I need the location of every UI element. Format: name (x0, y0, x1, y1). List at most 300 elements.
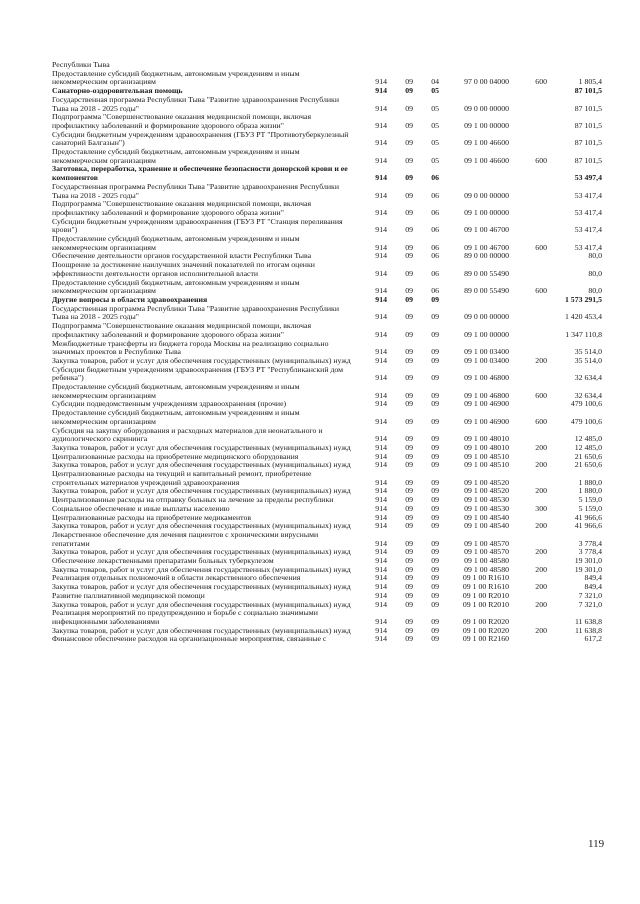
row-rz-code: 09 (405, 173, 413, 183)
row-name: Субсидии подведомственным учреждениям здравоохранения (прочие) (52, 399, 287, 409)
row-sum: 87 101,5 (574, 138, 602, 148)
table-row (52, 340, 602, 357)
row-name: Реализация мероприятий по предупреждению и борьбе с социально значимыми инфекционными заболеваниями (52, 608, 318, 626)
row-sum: 41 966,6 (574, 521, 602, 531)
row-gr-code: 914 (375, 599, 387, 609)
row-pr-code: 09 (431, 582, 439, 592)
row-gr-code: 914 (375, 486, 387, 496)
row-rz-code: 09 (405, 582, 413, 592)
row-csr-code: 09 1 00 48540 (464, 512, 509, 522)
row-gr-code: 914 (375, 120, 387, 130)
row-csr-code: 09 1 00 48530 (464, 503, 509, 513)
table-row (52, 279, 602, 296)
row-name: Подпрограмма "Совершенствование оказания медицинской помощи, включая профилактику заболеваний и формирование здорового образа жизни" (52, 321, 312, 339)
row-sum: 32 634,4 (574, 373, 602, 383)
row-sum: 849,4 (584, 573, 602, 583)
row-sum: 1 880,0 (578, 477, 602, 487)
row-csr-code: 09 1 00 48580 (464, 564, 509, 574)
row-sum: 80,0 (588, 251, 602, 261)
row-csr-code: 09 1 00 46900 (464, 416, 509, 426)
row-gr-code: 914 (375, 617, 387, 626)
row-pr-code: 04 (431, 77, 439, 87)
row-gr-code: 914 (375, 503, 387, 513)
row-sum: 35 514,0 (574, 355, 602, 365)
row-gr-code: 914 (375, 556, 387, 566)
row-gr-code: 914 (375, 460, 387, 470)
row-pr-code: 05 (431, 103, 439, 113)
table-row (52, 235, 602, 252)
table-row (52, 470, 602, 487)
row-sum: 3 778,4 (578, 547, 602, 557)
row-rz-code: 09 (405, 355, 413, 365)
row-pr-code: 06 (431, 286, 439, 296)
row-pr-code: 09 (431, 495, 439, 505)
table-row (52, 113, 602, 130)
row-vr-code: 200 (535, 460, 547, 470)
row-csr-code: 09 1 00 R2020 (462, 625, 509, 635)
row-name: Развитие паллиативной медицинской помощи (52, 590, 205, 600)
row-rz-code: 09 (405, 625, 413, 635)
row-pr-code: 09 (431, 416, 439, 426)
row-pr-code: 05 (431, 86, 439, 96)
row-rz-code: 09 (405, 538, 413, 548)
row-gr-code: 914 (375, 399, 387, 409)
row-rz-code: 09 (405, 242, 413, 252)
row-name: Реализация отдельных полномочий в области лекарственного обеспечения (52, 573, 301, 583)
row-csr-code: 09 1 00 R2010 (462, 590, 509, 600)
row-vr-code: 200 (535, 582, 547, 592)
row-rz-code: 09 (405, 512, 413, 522)
row-name: Закупка товаров, работ и услуг для обеспечения государственных (муниципальных) нужд (52, 521, 351, 531)
row-csr-code: 09 1 00 R2020 (462, 617, 509, 626)
row-gr-code: 914 (375, 573, 387, 583)
row-sum: 5 159,0 (578, 503, 602, 513)
row-gr-code: 914 (375, 477, 387, 487)
row-csr-code: 09 1 00 48540 (464, 521, 509, 531)
row-rz-code: 09 (405, 286, 413, 296)
table-row (52, 427, 602, 444)
row-pr-code: 09 (431, 573, 439, 583)
row-pr-code: 09 (431, 329, 439, 339)
row-name: Предоставление субсидий бюджетным, автономным учреждениям и иным некоммерческим организациям (52, 147, 300, 165)
row-sum: 12 485,0 (574, 442, 602, 452)
row-sum: 849,4 (584, 582, 602, 592)
row-csr-code: 09 1 00 48530 (464, 495, 509, 505)
row-rz-code: 09 (405, 347, 413, 357)
row-vr-code: 300 (535, 503, 547, 513)
row-rz-code: 09 (405, 399, 413, 409)
table-row (52, 366, 602, 383)
row-sum: 53 417,4 (574, 207, 602, 217)
row-name: Предоставление субсидий бюджетным, автономным учреждениям и иным некоммерческим организациям (52, 277, 300, 296)
row-gr-code: 914 (375, 538, 387, 548)
row-csr-code: 09 1 00 48010 (464, 434, 509, 444)
table-row (52, 131, 602, 148)
row-sum: 11 638,8 (575, 617, 602, 626)
row-rz-code: 09 (405, 590, 413, 600)
row-vr-code: 200 (535, 521, 547, 531)
row-sum: 479 100,6 (570, 416, 602, 426)
row-rz-code: 09 (405, 329, 413, 339)
row-rz-code: 09 (405, 225, 413, 235)
row-csr-code: 09 1 00 03400 (464, 347, 509, 357)
row-rz-code: 09 (405, 416, 413, 426)
row-sum: 87 101,5 (574, 86, 602, 96)
row-rz-code: 09 (405, 77, 413, 87)
row-name: Другие вопросы в области здравоохранения (52, 294, 208, 304)
row-sum: 53 417,4 (574, 225, 602, 235)
row-sum: 87 101,5 (574, 103, 602, 113)
table-row (52, 383, 602, 400)
row-gr-code: 914 (375, 390, 387, 400)
row-name: Обеспечение деятельности органов государственной власти Республики Тыва (52, 251, 312, 261)
row-csr-code: 09 1 00 46900 (464, 399, 509, 409)
row-sum: 1 347 110,8 (565, 329, 602, 339)
row-name: Заготовка, переработка, хранение и обеспечение безопасности донорской крови и ее компонентов (52, 164, 348, 183)
row-gr-code: 914 (375, 347, 387, 357)
row-csr-code: 89 0 00 55490 (464, 286, 509, 296)
row-rz-code: 09 (405, 86, 413, 96)
row-pr-code: 09 (431, 564, 439, 574)
row-pr-code: 06 (431, 251, 439, 261)
budget-table (52, 61, 602, 644)
row-csr-code: 09 1 00 48570 (464, 538, 509, 548)
row-gr-code: 914 (375, 286, 387, 296)
row-rz-code: 09 (405, 503, 413, 513)
row-pr-code: 09 (431, 625, 439, 635)
row-rz-code: 09 (405, 138, 413, 148)
row-rz-code: 09 (405, 390, 413, 400)
row-rz-code: 09 (405, 268, 413, 278)
table-row (52, 635, 602, 644)
row-gr-code: 914 (375, 451, 387, 461)
row-rz-code: 09 (405, 103, 413, 113)
row-sum: 7 321,0 (578, 590, 602, 600)
row-csr-code: 09 1 00 48510 (464, 451, 509, 461)
row-gr-code: 914 (375, 173, 387, 183)
row-rz-code: 09 (405, 556, 413, 566)
row-csr-code: 09 0 00 00000 (464, 190, 509, 200)
row-gr-code: 914 (375, 294, 387, 304)
row-name: Закупка товаров, работ и услуг для обеспечения государственных (муниципальных) нужд (52, 564, 351, 574)
row-rz-code: 09 (405, 442, 413, 452)
row-pr-code: 09 (431, 347, 439, 357)
row-name: Республики Тыва (52, 60, 110, 69)
row-csr-code: 09 1 00 R2160 (462, 634, 509, 644)
row-pr-code: 09 (431, 556, 439, 566)
row-csr-code: 09 1 00 48580 (464, 556, 509, 566)
row-name: Централизованные расходы на приобретение медицинского оборудования (52, 451, 299, 461)
row-rz-code: 09 (405, 521, 413, 531)
row-sum: 41 966,6 (574, 512, 602, 522)
row-sum: 21 650,6 (574, 451, 602, 461)
page-number: 119 (588, 838, 605, 850)
row-sum: 53 497,4 (574, 173, 602, 183)
row-csr-code: 09 1 00 00000 (464, 329, 509, 339)
row-gr-code: 914 (375, 268, 387, 278)
row-gr-code: 914 (375, 103, 387, 113)
row-sum: 87 101,5 (574, 120, 602, 130)
row-name: Подпрограмма "Совершенствование оказания медицинской помощи, включая профилактику заболеваний и формирование здорового образа жизни" (52, 199, 312, 217)
row-vr-code: 200 (535, 547, 547, 557)
row-gr-code: 914 (375, 77, 387, 87)
row-sum: 1 805,4 (578, 77, 602, 87)
row-pr-code: 09 (431, 617, 439, 626)
row-gr-code: 914 (375, 155, 387, 165)
row-name: Санаторно-оздоровительная помощь (52, 86, 183, 96)
table-row (52, 261, 602, 278)
row-csr-code: 09 1 00 48510 (464, 460, 509, 470)
row-rz-code: 09 (405, 599, 413, 609)
row-pr-code: 09 (431, 451, 439, 461)
row-pr-code: 09 (431, 521, 439, 531)
row-name: Межбюджетные трансферты из бюджета города Москвы на реализацию социально значимых проектов в Республике Тыва (52, 338, 329, 357)
row-gr-code: 914 (375, 625, 387, 635)
row-sum: 479 100,6 (570, 399, 602, 409)
row-rz-code: 09 (405, 486, 413, 496)
row-rz-code: 09 (405, 564, 413, 574)
row-vr-code: 200 (535, 599, 547, 609)
row-rz-code: 09 (405, 460, 413, 470)
row-gr-code: 914 (375, 373, 387, 383)
row-gr-code: 914 (375, 138, 387, 148)
row-sum: 53 417,4 (574, 242, 602, 252)
table-row (52, 218, 602, 235)
row-pr-code: 06 (431, 190, 439, 200)
row-sum: 3 778,4 (578, 538, 602, 548)
row-pr-code: 09 (431, 477, 439, 487)
row-name: Обеспечение лекарственными препаратами больных туберкулезом (52, 556, 274, 566)
row-csr-code: 09 1 00 48010 (464, 442, 509, 452)
table-row (52, 531, 602, 548)
row-rz-code: 09 (405, 294, 413, 304)
table-row (52, 165, 602, 182)
row-pr-code: 09 (431, 634, 439, 644)
row-gr-code: 914 (375, 190, 387, 200)
row-gr-code: 914 (375, 225, 387, 235)
table-row (52, 96, 602, 113)
row-pr-code: 06 (431, 268, 439, 278)
table-row (52, 183, 602, 200)
row-name: Подпрограмма "Совершенствование оказания медицинской помощи, включая профилактику заболеваний и формирование здорового образа жизни" (52, 112, 312, 130)
row-name: Предоставление субсидий бюджетным, автономным учреждениям и иным некоммерческим организациям (52, 408, 300, 426)
table-row (52, 305, 602, 322)
row-sum: 1 420 453,4 (564, 312, 602, 322)
row-rz-code: 09 (405, 207, 413, 217)
row-name: Финансовое обеспечение расходов на организационные мероприятия, связанные с (52, 634, 327, 644)
row-csr-code: 09 1 00 R2010 (462, 599, 509, 609)
row-csr-code: 09 1 00 03400 (464, 355, 509, 365)
row-pr-code: 05 (431, 120, 439, 130)
row-gr-code: 914 (375, 434, 387, 444)
row-vr-code: 600 (535, 286, 547, 296)
row-csr-code: 09 1 00 46800 (464, 373, 509, 383)
row-rz-code: 09 (405, 312, 413, 322)
row-pr-code: 09 (431, 390, 439, 400)
row-gr-code: 914 (375, 312, 387, 322)
row-vr-code: 600 (535, 242, 547, 252)
row-pr-code: 09 (431, 512, 439, 522)
row-pr-code: 05 (431, 138, 439, 148)
row-name: Закупка товаров, работ и услуг для обеспечения государственных (муниципальных) нужд (52, 460, 351, 470)
row-sum: 35 514,0 (574, 347, 602, 357)
row-rz-code: 09 (405, 373, 413, 383)
row-pr-code: 09 (431, 434, 439, 444)
row-pr-code: 05 (431, 155, 439, 165)
table-row (52, 409, 602, 426)
row-csr-code: 09 1 00 48520 (464, 477, 509, 487)
row-gr-code: 914 (375, 329, 387, 339)
row-pr-code: 06 (431, 242, 439, 252)
row-rz-code: 09 (405, 251, 413, 261)
row-name: Предоставление субсидий бюджетным, автономным учреждениям и иным некоммерческим организациям (52, 234, 300, 252)
row-pr-code: 09 (431, 294, 439, 304)
row-rz-code: 09 (405, 434, 413, 444)
row-name: Закупка товаров, работ и услуг для обеспечения государственных (муниципальных) нужд (52, 582, 351, 592)
row-csr-code: 09 1 00 46800 (464, 390, 509, 400)
row-csr-code: 09 1 00 48520 (464, 486, 509, 496)
row-pr-code: 06 (431, 173, 439, 183)
row-csr-code: 09 0 00 00000 (464, 312, 509, 322)
row-name: Социальное обеспечение и иные выплаты населению (52, 503, 230, 513)
row-gr-code: 914 (375, 512, 387, 522)
row-csr-code: 09 1 00 R1610 (462, 582, 509, 592)
row-vr-code: 600 (535, 390, 547, 400)
row-csr-code: 97 0 00 04000 (464, 77, 509, 87)
row-pr-code: 06 (431, 225, 439, 235)
row-csr-code: 09 1 00 48570 (464, 547, 509, 557)
row-csr-code: 09 1 00 46600 (464, 155, 509, 165)
row-gr-code: 914 (375, 242, 387, 252)
row-name: Закупка товаров, работ и услуг для обеспечения государственных (муниципальных) нужд (52, 355, 351, 365)
row-name: Предоставление субсидий бюджетным, автономным учреждениям и иным некоммерческим организациям (52, 68, 300, 87)
row-name: Закупка товаров, работ и услуг для обеспечения государственных (муниципальных) нужд (52, 625, 351, 635)
row-pr-code: 09 (431, 355, 439, 365)
row-name: Закупка товаров, работ и услуг для обеспечения государственных (муниципальных) нужд (52, 486, 351, 496)
row-pr-code: 09 (431, 486, 439, 496)
table-row (52, 200, 602, 217)
row-rz-code: 09 (405, 573, 413, 583)
row-pr-code: 09 (431, 547, 439, 557)
row-name: Субсидии бюджетным учреждениям здравоохранения (ГБУЗ РТ "Республиканский дом ребенка") (52, 364, 344, 383)
row-csr-code: 09 1 00 46700 (464, 242, 509, 252)
row-name: Лекарственное обеспечение для лечения пациентов с хроническими вирусными гепатитами (52, 529, 319, 548)
table-row (52, 70, 602, 87)
row-gr-code: 914 (375, 442, 387, 452)
row-name: Поощрение за достижение наилучших значений показателей по итогам оценки эффективности деятельности органов исполнительной власти (52, 260, 315, 278)
row-gr-code: 914 (375, 547, 387, 557)
row-gr-code: 914 (375, 495, 387, 505)
row-sum: 80,0 (588, 286, 602, 296)
row-csr-code: 09 1 00 00000 (464, 207, 509, 217)
row-vr-code: 200 (535, 625, 547, 635)
row-sum: 12 485,0 (574, 434, 602, 444)
row-rz-code: 09 (405, 120, 413, 130)
row-pr-code: 06 (431, 207, 439, 217)
row-pr-code: 09 (431, 503, 439, 513)
row-pr-code: 09 (431, 442, 439, 452)
row-sum: 19 301,0 (574, 564, 602, 574)
row-sum: 19 301,0 (574, 556, 602, 566)
row-name: Субсидии бюджетным учреждениям здравоохранения (ГБУЗ РТ "Станция переливания крови") (52, 216, 343, 235)
row-sum: 87 101,5 (574, 155, 602, 165)
row-name: Предоставление субсидий бюджетным, автономным учреждениям и иным некоммерческим организациям (52, 382, 300, 400)
row-vr-code: 200 (535, 355, 547, 365)
row-sum: 53 417,4 (574, 190, 602, 200)
row-pr-code: 09 (431, 312, 439, 322)
row-name: Централизованные расходы на текущий и капитальный ремонт, приобретение строительных материалов учреждений здравоохранения (52, 469, 312, 487)
row-name: Закупка товаров, работ и услуг для обеспечения государственных (муниципальных) нужд (52, 599, 351, 609)
row-gr-code: 914 (375, 521, 387, 531)
table-row (52, 148, 602, 165)
row-rz-code: 09 (405, 634, 413, 644)
row-pr-code: 09 (431, 538, 439, 548)
row-name: Закупка товаров, работ и услуг для обеспечения государственных (муниципальных) нужд (52, 442, 351, 452)
row-pr-code: 09 (431, 460, 439, 470)
row-sum: 7 321,0 (578, 599, 602, 609)
row-rz-code: 09 (405, 155, 413, 165)
row-gr-code: 914 (375, 355, 387, 365)
row-gr-code: 914 (375, 564, 387, 574)
row-pr-code: 09 (431, 373, 439, 383)
row-name: Субсидии бюджетным учреждениям здравоохранения (ГБУЗ РТ "Противотуберкулезный санаторий Балгазын") (52, 129, 349, 148)
row-pr-code: 09 (431, 590, 439, 600)
row-vr-code: 600 (535, 77, 547, 87)
row-sum: 617,2 (584, 634, 602, 644)
row-name: Государственная программа Республики Тыва "Развитие здравоохранения Республики Тыва на 2018 - 2025 годы" (52, 181, 340, 200)
row-sum: 5 159,0 (578, 495, 602, 505)
row-name: Субсидия на закупку оборудования и расходных материалов для неонатального и аудиологического скрининга (52, 425, 323, 444)
row-vr-code: 600 (535, 155, 547, 165)
row-name: Государственная программа Республики Тыва "Развитие здравоохранения Республики Тыва на 2018 - 2025 годы" (52, 303, 340, 322)
row-csr-code: 09 0 00 00000 (464, 103, 509, 113)
row-sum: 1 880,0 (578, 486, 602, 496)
row-name: Закупка товаров, работ и услуг для обеспечения государственных (муниципальных) нужд (52, 547, 351, 557)
row-rz-code: 09 (405, 547, 413, 557)
row-rz-code: 09 (405, 617, 413, 626)
row-sum: 32 634,4 (574, 390, 602, 400)
row-csr-code: 09 1 00 00000 (464, 120, 509, 130)
row-sum: 11 638,8 (575, 625, 602, 635)
row-rz-code: 09 (405, 190, 413, 200)
row-name: Централизованные расходы на отправку больных на лечение за пределы республики (52, 495, 334, 505)
row-vr-code: 200 (535, 442, 547, 452)
row-csr-code: 09 1 00 R1610 (462, 573, 509, 583)
row-rz-code: 09 (405, 495, 413, 505)
row-gr-code: 914 (375, 251, 387, 261)
row-gr-code: 914 (375, 634, 387, 644)
row-gr-code: 914 (375, 590, 387, 600)
row-vr-code: 200 (535, 486, 547, 496)
row-csr-code: 09 1 00 46700 (464, 225, 509, 235)
row-gr-code: 914 (375, 86, 387, 96)
row-sum: 1 573 291,5 (564, 294, 602, 304)
table-row (52, 322, 602, 339)
table-row (52, 609, 602, 626)
row-csr-code: 89 0 00 00000 (464, 251, 509, 261)
row-pr-code: 09 (431, 599, 439, 609)
row-sum: 21 650,6 (574, 460, 602, 470)
row-name: Централизованные расходы на приобретение медикаментов (52, 512, 252, 522)
row-sum: 80,0 (588, 268, 602, 278)
row-pr-code: 09 (431, 399, 439, 409)
row-rz-code: 09 (405, 451, 413, 461)
row-rz-code: 09 (405, 477, 413, 487)
row-csr-code: 09 1 00 46600 (464, 138, 509, 148)
row-name: Государственная программа Республики Тыва "Развитие здравоохранения Республики Тыва на 2018 - 2025 годы" (52, 94, 340, 113)
row-gr-code: 914 (375, 416, 387, 426)
row-gr-code: 914 (375, 582, 387, 592)
